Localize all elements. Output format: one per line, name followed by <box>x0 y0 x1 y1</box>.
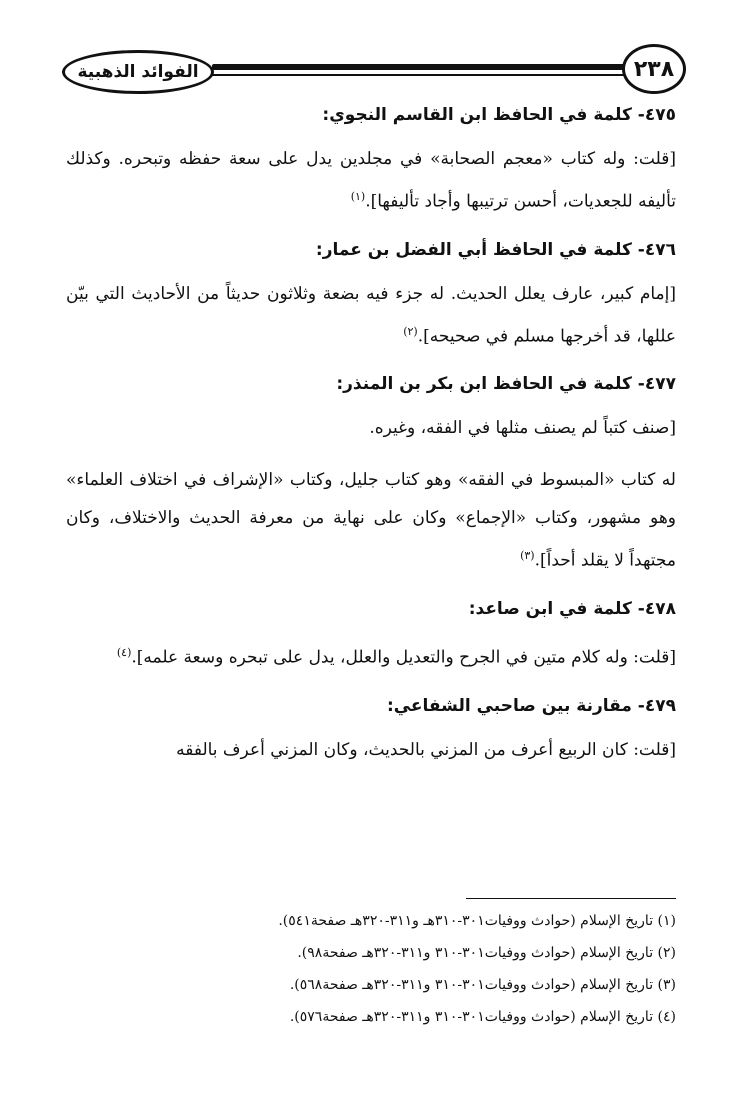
footnote: (٢) تاريخ الإسلام (حوادث ووفيات٣٠١-٣١٠ و٣١١-٣٢٠هـ صفحة٩٨). <box>297 945 676 961</box>
paragraph <box>66 275 676 356</box>
footnote: (١) تاريخ الإسلام (حوادث ووفيات٣٠١-٣١٠هـ و٣١١-٣٢٠هـ صفحة٥٤١). <box>278 913 676 929</box>
paragraph-text: [قلت: وله كتاب «معجم الصحابة» في مجلدين يدل على سعة حفظه وتبحره. وكذلك تأليفه للجعديات، أحسن ترتيبها وأجاد تأليفها]. <box>66 149 676 212</box>
section-heading: ٤٧٧- كلمة في الحافظ ابن بكر بن المنذر: <box>336 374 676 395</box>
footnote-ref: (١) <box>350 190 366 203</box>
footnote-ref: (٣) <box>520 549 535 563</box>
paragraph-text: له كتاب «المبسوط في الفقه» وهو كتاب جليل، وكتاب «الإشراف في اختلاف العلماء» وهو مشهور، وكتاب «الإجماع» وكان على نهاية من معرفة الحديث والاختلاف، وكان مجتهداً لا يقلد أحداً]. <box>66 470 676 571</box>
running-title-badge <box>62 50 214 94</box>
paragraph <box>66 461 676 580</box>
paragraph <box>66 409 676 447</box>
running-title: الفوائد الذهبية <box>77 62 199 82</box>
paragraph <box>66 731 676 769</box>
paragraph <box>66 634 676 677</box>
page-body <box>66 100 676 769</box>
paragraph <box>66 140 676 221</box>
footnote: (٣) تاريخ الإسلام (حوادث ووفيات٣٠١-٣١٠ و٣١١-٣٢٠هـ صفحة٥٦٨). <box>289 977 676 993</box>
section-heading: ٤٧٦- كلمة في الحافظ أبي الفضل بن عمار: <box>315 239 676 260</box>
paragraph-text: [صنف كتباً لم يصنف مثلها في الفقه، وغيره. <box>369 418 676 439</box>
header-rule <box>212 64 630 70</box>
section-heading: ٤٧٨- كلمة في ابن صاعد: <box>468 598 676 619</box>
section-heading: ٤٧٩- مقارنة بين صاحبي الشفاعي: <box>386 695 676 716</box>
header-rule-thin <box>212 74 630 76</box>
section-heading: ٤٧٥- كلمة في الحافظ ابن القاسم النجوي: <box>322 105 676 125</box>
page-header <box>62 42 686 102</box>
footnotes <box>66 898 676 1033</box>
footnote-ref: (٢) <box>403 324 418 338</box>
paragraph-text: [قلت: كان الربيع أعرف من المزني بالحديث، وكان المزني أعرف بالفقه <box>176 739 676 760</box>
paragraph-text: [إمام كبير، عارف يعلل الحديث. له جزء فيه بضعة وثلاثون حديثاً من الأحاديث التي بيّن عللها، قد أخرجها مسلم في صحيحه]. <box>66 283 676 347</box>
paragraph-text: [قلت: وله كلام متين في الجرح والتعديل والعلل، يدل على تبحره وسعة علمه]. <box>131 647 676 668</box>
footnote: (٤) تاريخ الإسلام (حوادث ووفيات٣٠١-٣١٠ و٣١١-٣٢٠هـ صفحة٥٧٦). <box>289 1009 676 1025</box>
footnote-separator <box>466 898 676 899</box>
footnote-ref: (٤) <box>116 645 132 659</box>
page-number: ٢٣٨ <box>622 44 686 94</box>
